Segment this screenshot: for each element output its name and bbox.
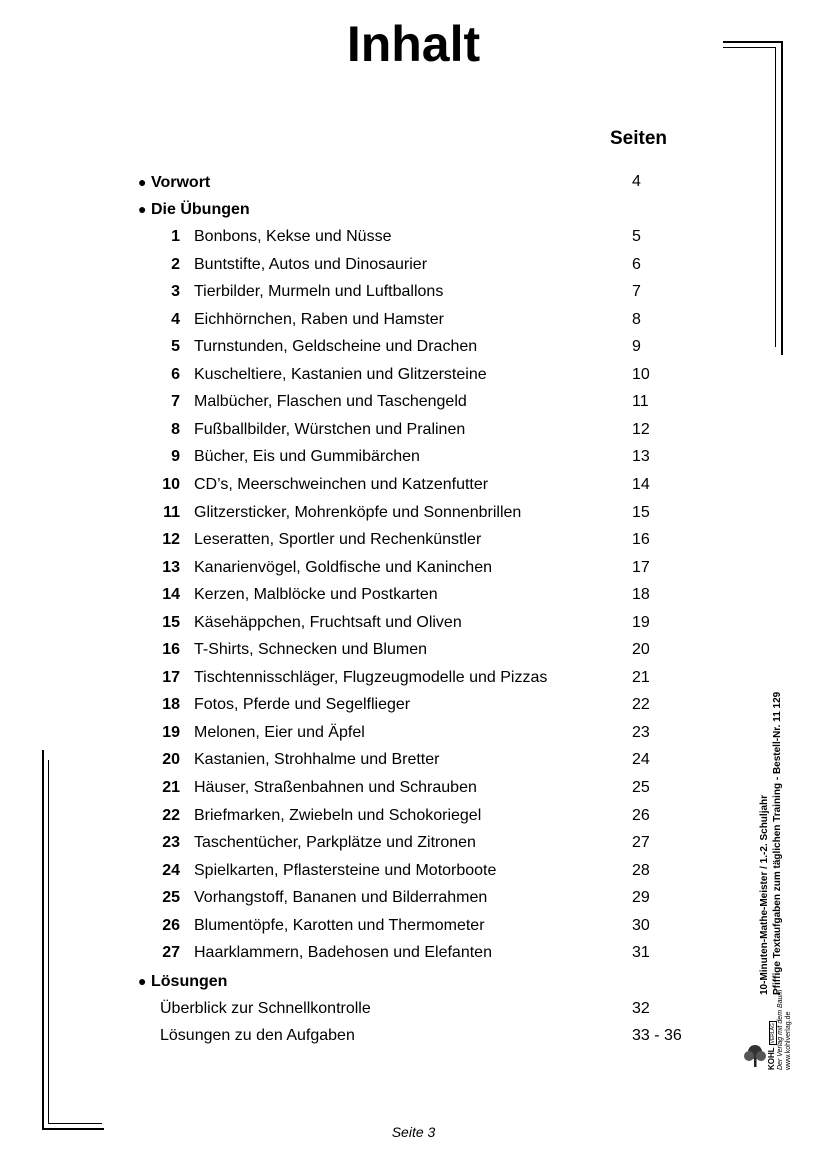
page-number: 10 (632, 366, 650, 383)
page-number: 14 (632, 476, 650, 493)
item-number: 19 (162, 724, 180, 741)
item-number: 13 (162, 559, 180, 576)
toc-item[interactable] (138, 887, 618, 909)
toc-solution-answers[interactable]: Lösungen zu den Aufgaben (160, 1027, 355, 1044)
page-number: 26 (632, 807, 650, 824)
toc-item[interactable] (138, 391, 618, 413)
toc-item[interactable] (138, 915, 618, 937)
item-number: 15 (162, 614, 180, 631)
page-number: 21 (632, 669, 650, 686)
page-number: 33 - 36 (632, 1027, 682, 1044)
item-title: Glitzersticker, Mohrenköpfe und Sonnenbrillen (194, 504, 522, 521)
item-number: 11 (163, 504, 180, 521)
item-title: Taschentücher, Parkplätze und Zitronen (194, 834, 476, 851)
toc-item[interactable] (138, 364, 618, 386)
page-number: 19 (632, 614, 650, 631)
toc-item[interactable] (138, 667, 618, 689)
page-number: 24 (632, 751, 650, 768)
toc-item[interactable] (138, 557, 618, 579)
item-title: Kastanien, Strohhalme und Bretter (194, 751, 440, 768)
page-number: 29 (632, 889, 650, 906)
item-number: 3 (171, 283, 180, 300)
book-info-sidebar (758, 645, 798, 995)
item-number: 16 (162, 641, 180, 658)
item-title: Fotos, Pferde und Segelflieger (194, 696, 411, 713)
toc-section-uebungen[interactable] (138, 198, 250, 220)
page-number: 18 (632, 586, 650, 603)
item-number: 23 (162, 834, 180, 851)
page-number: 6 (632, 256, 641, 273)
toc-item[interactable] (138, 749, 618, 771)
section-label: Vorwort (151, 174, 211, 191)
item-number: 10 (162, 476, 180, 493)
publisher-url: www.kohlverlag.de (785, 1011, 792, 1070)
page-number: 32 (632, 1000, 650, 1017)
frame-bottom-left-inner-v (48, 760, 49, 1124)
item-title: T-Shirts, Schnecken und Blumen (194, 641, 428, 658)
item-title: Häuser, Straßenbahnen und Schrauben (194, 779, 477, 796)
toc-item[interactable] (138, 612, 618, 634)
item-title: Malbücher, Flaschen und Taschengeld (194, 393, 467, 410)
page-number: 22 (632, 696, 650, 713)
item-title: Melonen, Eier und Äpfel (194, 724, 365, 741)
item-number: 27 (162, 944, 180, 961)
toc-item[interactable] (138, 281, 618, 303)
item-number: 22 (162, 807, 180, 824)
item-number: 17 (162, 669, 180, 686)
item-number: 7 (171, 393, 180, 410)
item-title: Briefmarken, Zwiebeln und Schokoriegel (194, 807, 482, 824)
toc-item[interactable] (138, 226, 618, 248)
item-number: 26 (162, 917, 180, 934)
item-title: Turnstunden, Geldscheine und Drachen (194, 338, 478, 355)
page-number: 13 (632, 448, 650, 465)
toc-item[interactable] (138, 419, 618, 441)
item-number: 5 (171, 338, 180, 355)
item-title: Kanarienvögel, Goldfische und Kaninchen (194, 559, 492, 576)
item-title: Kerzen, Malblöcke und Postkarten (194, 586, 438, 603)
toc-item[interactable] (138, 446, 618, 468)
toc-item[interactable] (138, 942, 618, 964)
toc-item[interactable] (138, 254, 618, 276)
page-number: 5 (632, 228, 641, 245)
item-number: 14 (162, 586, 180, 603)
page-number: 9 (632, 338, 641, 355)
page-number: 31 (632, 944, 650, 961)
toc-item[interactable] (138, 722, 618, 744)
toc-item[interactable] (138, 502, 618, 524)
item-number: 25 (162, 889, 180, 906)
item-title: Spielkarten, Pflastersteine und Motorboote (194, 862, 497, 879)
page-number: 15 (632, 504, 650, 521)
toc-item[interactable] (138, 584, 618, 606)
item-number: 8 (171, 421, 180, 438)
page-number: 25 (632, 779, 650, 796)
item-title: Bonbons, Kekse und Nüsse (194, 228, 392, 245)
item-title: Fußballbilder, Würstchen und Pralinen (194, 421, 466, 438)
page-title: Inhalt (346, 16, 481, 72)
item-title: Käsehäppchen, Fruchtsaft und Oliven (194, 614, 462, 631)
item-number: 20 (162, 751, 180, 768)
page-number: 20 (632, 641, 650, 658)
page-number: 4 (632, 173, 641, 190)
toc-item[interactable] (138, 529, 618, 551)
toc-item[interactable] (138, 639, 618, 661)
item-number: 18 (162, 696, 180, 713)
publisher-logo (744, 989, 792, 1070)
item-number: 9 (171, 448, 180, 465)
toc-section-vorwort[interactable] (138, 171, 210, 193)
item-title: Blumentöpfe, Karotten und Thermometer (194, 917, 485, 934)
item-number: 2 (171, 256, 180, 273)
item-title: Leseratten, Sportler und Rechenkünstler (194, 531, 482, 548)
toc-solution-overview[interactable]: Überblick zur Schnellkontrolle (160, 1000, 371, 1017)
toc-item[interactable] (138, 474, 618, 496)
bullet-icon: ● (138, 973, 147, 989)
page-number: 12 (632, 421, 650, 438)
item-title: Bücher, Eis und Gummibärchen (194, 448, 420, 465)
page-number: 23 (632, 724, 650, 741)
item-title: Haarklammern, Badehosen und Elefanten (194, 944, 492, 961)
toc-item[interactable] (138, 860, 618, 882)
item-number: 24 (162, 862, 180, 879)
bullet-icon: ● (138, 201, 147, 217)
page-number: 28 (632, 862, 650, 879)
publisher-slogan: Der Verlag mit dem Baum (777, 989, 784, 1070)
item-title: Tierbilder, Murmeln und Luftballons (194, 283, 444, 300)
item-title: Tischtennisschläger, Flugzeugmodelle und Pizzas (194, 669, 548, 686)
page-number: 16 (632, 531, 650, 548)
section-label: Lösungen (151, 973, 228, 990)
page-number: 11 (632, 393, 649, 410)
item-number: 21 (162, 779, 180, 796)
bullet-icon: ● (138, 174, 147, 190)
page-footer: Seite 3 (391, 1124, 436, 1140)
item-title: Kuscheltiere, Kastanien und Glitzersteine (194, 366, 487, 383)
page-number: 30 (632, 917, 650, 934)
tree-logo-icon (744, 1044, 766, 1068)
book-series-line: 10-Minuten-Mathe-Meister / 1.-2. Schuljahr (759, 794, 770, 995)
item-title: Buntstifte, Autos und Dinosaurier (194, 256, 428, 273)
toc-item[interactable] (138, 336, 618, 358)
item-title: Eichhörnchen, Raben und Hamster (194, 311, 444, 328)
page-number: 7 (632, 283, 641, 300)
item-number: 4 (171, 311, 180, 328)
toc-item[interactable] (138, 805, 618, 827)
frame-top-right-inner-v (775, 47, 776, 347)
section-label: Die Übungen (151, 201, 250, 218)
toc-item[interactable] (138, 309, 618, 331)
item-number: 1 (171, 228, 180, 245)
item-title: CD’s, Meerschweinchen und Katzenfutter (194, 476, 489, 493)
page-number: 27 (632, 834, 650, 851)
page-number: 17 (632, 559, 650, 576)
publisher-badge: VERLAG (770, 1023, 776, 1044)
toc-item[interactable] (138, 777, 618, 799)
frame-top-right-outer-v (781, 41, 783, 355)
toc-item[interactable] (138, 832, 618, 854)
item-number: 6 (171, 366, 180, 383)
publisher-name: KOHL (767, 1047, 776, 1070)
page-number: 8 (632, 311, 641, 328)
pages-column-heading: Seiten (610, 128, 668, 149)
frame-bottom-left-outer-v (42, 750, 44, 1130)
book-title-line: Pfiffige Textaufgaben zum täglichen Training - Bestell-Nr. 11 129 (772, 691, 783, 995)
item-title: Vorhangstoff, Bananen und Bilderrahmen (194, 889, 488, 906)
item-number: 12 (162, 531, 180, 548)
toc-section-loesungen[interactable] (138, 970, 227, 992)
toc-item[interactable] (138, 694, 618, 716)
